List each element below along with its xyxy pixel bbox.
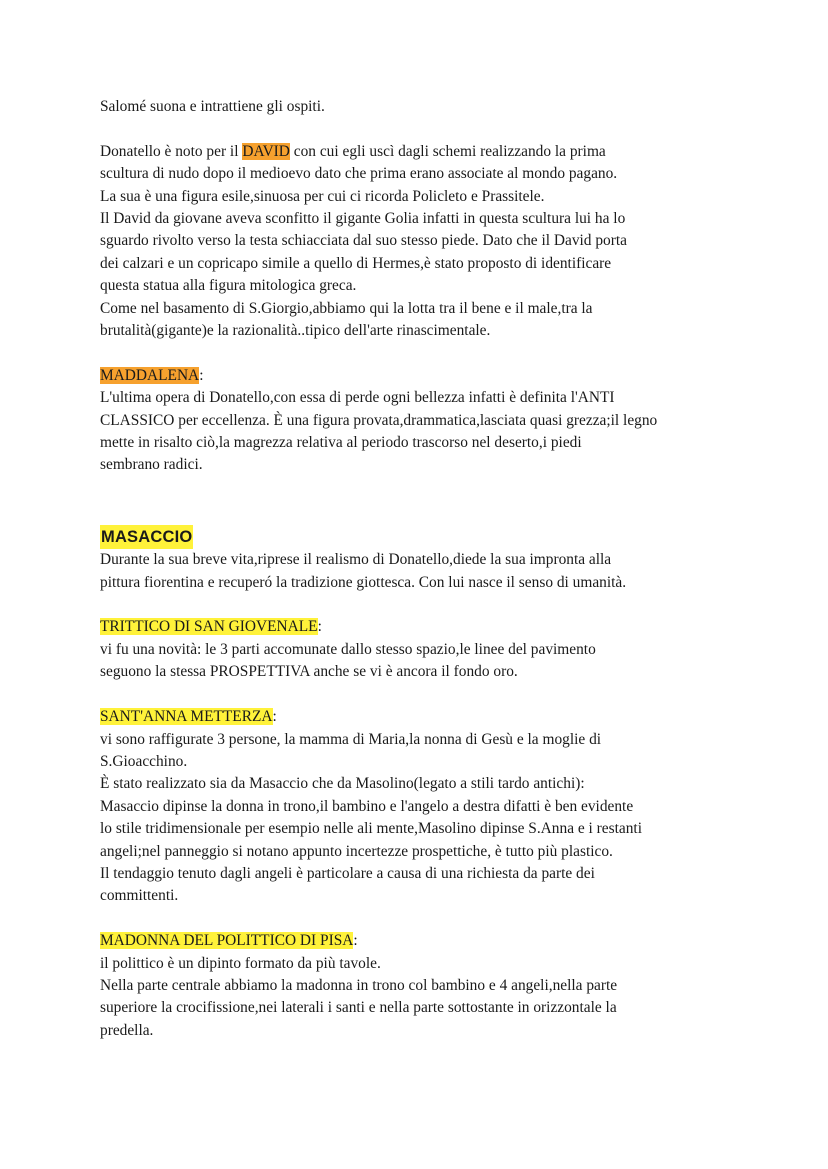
pisa-heading bbox=[100, 930, 740, 952]
pisa-line-3: superiore la crocifissione,nei laterali i santi e nella parte sottostante in orizzontale la bbox=[100, 999, 617, 1017]
david-line-1-post: con cui egli uscì dagli schemi realizzando la prima bbox=[289, 142, 606, 160]
trittico-heading bbox=[100, 616, 740, 638]
santanna-line-5: lo stile tridimensionale per esempio nelle ali mente,Masolino dipinse S.Anna e i restanti bbox=[100, 820, 642, 838]
masaccio-line-2: pittura fiorentina e recuperó la tradizione giottesca. Con lui nasce il senso di umanità. bbox=[100, 573, 627, 591]
trittico-line-2: seguono la stessa PROSPETTIVA anche se vi è ancora il fondo oro. bbox=[100, 663, 518, 681]
santanna-line-1: vi sono raffigurate 3 persone, la mamma di Maria,la nonna di Gesù e la moglie di bbox=[100, 730, 602, 748]
david-line-7: questa statua alla figura mitologica greca. bbox=[100, 277, 357, 295]
maddalena-heading-label: MADDALENA bbox=[100, 366, 200, 384]
intro-line: Salomé suona e intrattiene gli ospiti. bbox=[100, 98, 325, 115]
paragraph-gap bbox=[100, 908, 740, 930]
santanna-line-2: S.Gioacchino. bbox=[100, 752, 188, 770]
david-highlight: DAVID bbox=[242, 142, 290, 160]
pisa-section bbox=[100, 930, 740, 1042]
david-line-8: Come nel basamento di S.Giorgio,abbiamo qui la lotta tra il bene e il male,tra la bbox=[100, 299, 593, 317]
santanna-line-7: Il tendaggio tenuto dagli angeli è particolare a causa di una richiesta da parte dei bbox=[100, 864, 595, 882]
maddalena-line-1: L'ultima opera di Donatello,con essa di perde ogni bellezza infatti è definita l'ANTI bbox=[100, 389, 615, 407]
pisa-heading-label: MADONNA DEL POLITTICO DI PISA bbox=[100, 932, 354, 950]
david-line-1 bbox=[100, 141, 740, 163]
david-line-2: scultura di nudo dopo il medioevo dato che prima erano associate al mondo pagano. bbox=[100, 165, 618, 183]
trittico-heading-colon: : bbox=[317, 618, 322, 636]
masaccio-line-1: Durante la sua breve vita,riprese il realismo di Donatello,diede la sua impronta alla bbox=[100, 551, 612, 569]
paragraph-gap bbox=[100, 118, 740, 140]
santanna-section bbox=[100, 706, 740, 908]
section-gap bbox=[100, 477, 740, 525]
david-line-9: brutalità(gigante)e la razionalità..tipico dell'arte rinascimentale. bbox=[100, 322, 491, 340]
david-line-6: dei calzari e un copricapo simile a quello di Hermes,è stato proposto di identificare bbox=[100, 254, 612, 272]
david-line-4: Il David da giovane aveva sconfitto il gigante Golia infatti in questa scultura lui ha lo bbox=[100, 210, 626, 228]
paragraph-gap bbox=[100, 684, 740, 706]
document-page bbox=[100, 96, 740, 1042]
santanna-line-4: Masaccio dipinse la donna in trono,il bambino e l'angelo a destra difatti è ben evidente bbox=[100, 797, 634, 815]
david-line-3: La sua è una figura esile,sinuosa per cui ci ricorda Policleto e Prassitele. bbox=[100, 187, 545, 205]
david-line-5: sguardo rivolto verso la testa schiacciata dal suo stesso piede. Dato che il David porta bbox=[100, 232, 627, 250]
masaccio-title: MASACCIO bbox=[100, 525, 193, 549]
paragraph-gap bbox=[100, 342, 740, 364]
maddalena-heading-colon: : bbox=[199, 366, 204, 384]
paragraph-gap bbox=[100, 594, 740, 616]
maddalena-line-2: CLASSICO per eccellenza. È una figura provata,drammatica,lasciata quasi grezza;il legno bbox=[100, 411, 658, 429]
pisa-heading-colon: : bbox=[353, 932, 358, 950]
masaccio-section bbox=[100, 525, 740, 594]
santanna-line-8: committenti. bbox=[100, 887, 179, 905]
david-line-1-pre: Donatello è noto per il bbox=[100, 142, 243, 160]
maddalena-line-3: mette in risalto ciò,la magrezza relativa al periodo trascorso nel deserto,i piedi bbox=[100, 434, 582, 452]
pisa-line-1: il polittico è un dipinto formato da più tavole. bbox=[100, 954, 381, 972]
david-paragraph bbox=[100, 141, 740, 343]
maddalena-heading bbox=[100, 365, 740, 387]
maddalena-section bbox=[100, 365, 740, 477]
pisa-line-4: predella. bbox=[100, 1021, 154, 1039]
santanna-line-6: angeli;nel panneggio si notano appunto incertezze prospettiche, è tutto più plastico. bbox=[100, 842, 613, 860]
santanna-heading-colon: : bbox=[272, 708, 277, 726]
pisa-line-2: Nella parte centrale abbiamo la madonna in trono col bambino e 4 angeli,nella parte bbox=[100, 976, 618, 994]
trittico-line-1: vi fu una novità: le 3 parti accomunate dallo stesso spazio,le linee del pavimento bbox=[100, 640, 596, 658]
santanna-heading bbox=[100, 706, 740, 728]
trittico-section bbox=[100, 616, 740, 683]
santanna-heading-label: SANT'ANNA METTERZA bbox=[100, 708, 273, 726]
trittico-heading-label: TRITTICO DI SAN GIOVENALE bbox=[100, 618, 318, 636]
maddalena-line-4: sembrano radici. bbox=[100, 456, 203, 474]
santanna-line-3: È stato realizzato sia da Masaccio che da Masolino(legato a stili tardo antichi): bbox=[100, 775, 585, 793]
